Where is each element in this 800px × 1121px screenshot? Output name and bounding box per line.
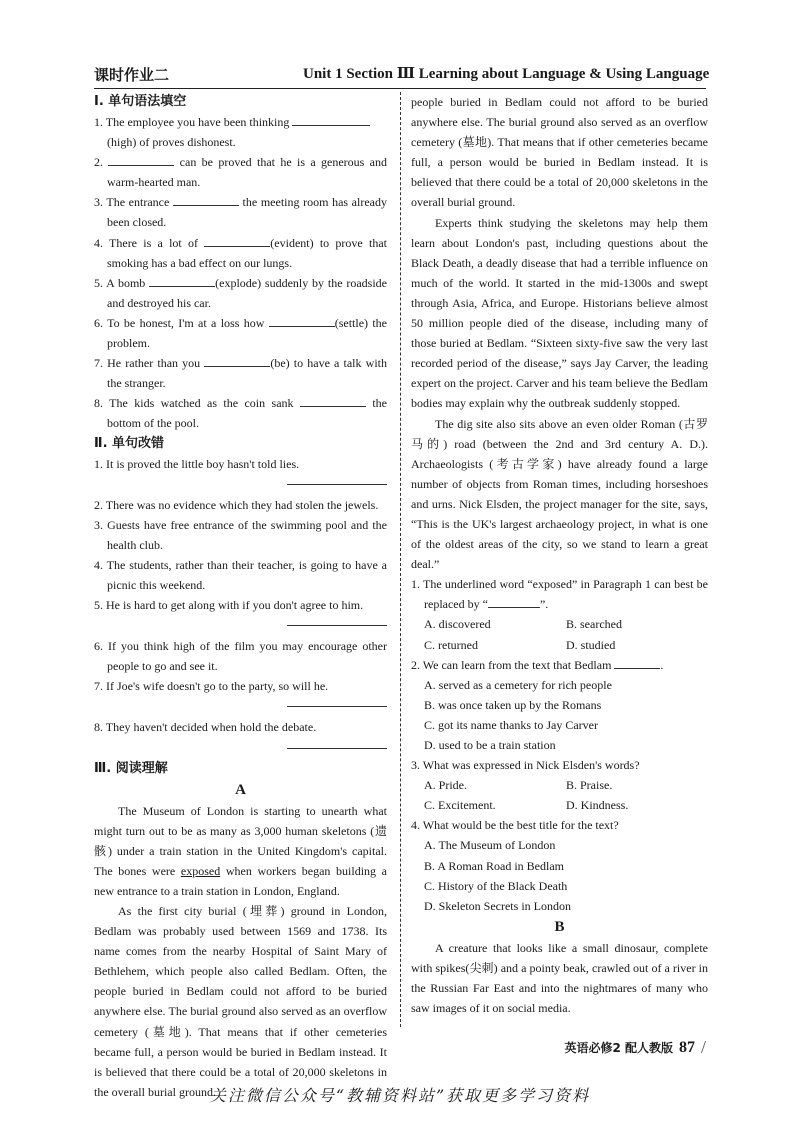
correction-item-2: 2. There was no evidence which they had stolen the jewels.	[94, 497, 379, 512]
option[interactable]: B. Praise.	[566, 778, 613, 793]
option[interactable]: C. returned	[424, 637, 478, 652]
header-lesson-label: 课时作业二	[94, 66, 170, 84]
option[interactable]: D. Skeleton Secrets in London	[424, 898, 571, 913]
page-footer	[564, 1037, 706, 1058]
passage-a-paragraph-4: The dig site also sits above an even older Roman (古罗马的) road (between the 2nd and 3rd century A. D.). Archaeologists (考古学家) have already found a large number of objects from Roman times, including horseshoes and urns. Nick Elsden, the project manager for the site, says, “This is the UK's largest archaeology project, in what is one of the oldest areas of the city, so we stand to learn a great deal.”	[411, 416, 708, 572]
passage-b-paragraph-1: A creature that looks like a small dinosaur, complete with spikes(尖刺) and a pointy beak, crawled out of a river in the Russian Far East and into the nightmares of many who saw images of it on social media.	[411, 940, 708, 1016]
grammar-item-2: 2. can be proved that he is a generous and warm-hearted man.	[94, 155, 387, 190]
answer-blank[interactable]	[204, 354, 270, 367]
correction-answer-line[interactable]	[287, 738, 387, 749]
option[interactable]: B. was once taken up by the Romans	[424, 697, 602, 712]
option[interactable]: B. A Roman Road in Bedlam	[424, 858, 564, 873]
correction-item-8: 8. They haven't decided when hold the debate.	[94, 720, 317, 735]
grammar-item-3: 3. The entrance the meeting room has already been closed.	[94, 195, 387, 230]
grammar-item-7: 7. He rather than you (be) to have a talk with the stranger.	[94, 356, 387, 391]
page-number: 87	[678, 1038, 695, 1056]
grammar-item-8: 8. The kids watched as the coin sank the bottom of the pool.	[94, 396, 387, 431]
left-column	[94, 92, 388, 1099]
correction-answer-line[interactable]	[287, 615, 387, 626]
handwritten-note: 关注微信公众号“教辅资料站”获取更多学习资料	[209, 1086, 591, 1105]
passage-a-label: A	[235, 781, 246, 798]
option[interactable]: A. The Museum of London	[424, 838, 556, 853]
header-rule	[94, 88, 706, 89]
correction-answer-line[interactable]	[287, 696, 387, 707]
slash-mark: /	[700, 1037, 706, 1057]
correction-item-5: 5. He is hard to get along with if you don't agree to him.	[94, 598, 364, 613]
question-1-options	[411, 614, 708, 634]
correction-item-3: 3. Guests have free entrance of the swimming pool and the health club.	[94, 517, 387, 552]
option[interactable]: C. History of the Black Death	[424, 878, 568, 893]
answer-blank[interactable]	[149, 274, 215, 287]
option[interactable]: B. searched	[566, 617, 622, 632]
option[interactable]: D. studied	[566, 637, 616, 652]
answer-blank[interactable]	[488, 595, 540, 608]
option[interactable]: A. served as a cemetery for rich people	[424, 677, 612, 692]
correction-answer-line[interactable]	[287, 474, 387, 485]
passage-a-paragraph-3: Experts think studying the skeletons may help them learn about London's past, including questions about the Black Death, a deadly disease that had a terrible influence on much of the world. It started in the mid-1300s and swept through Asia, Africa, and Europe. Historians believe almost 50 million people died of the disease, including many of those buried at Bedlam. “Sixteen sixty-five saw the very last recorded period of the disease,” says Jay Carver, the leading expert on the project. Carver and his team believe the Bedlam bodies may explain why the outbreak suddenly stopped.	[411, 215, 708, 411]
book-title: 英语必修2 配人教版	[564, 1041, 673, 1055]
correction-item-7: 7. If Joe's wife doesn't go to the party, so will he.	[94, 679, 329, 694]
section2-title: Ⅱ. 单句改错	[94, 435, 165, 451]
underlined-word: exposed	[180, 863, 221, 878]
section1-title: Ⅰ. 单句语法填空	[94, 94, 187, 109]
correction-item-6: 6. If you think high of the film you may encourage other people to go and see it.	[94, 639, 387, 674]
question-4: 4. What would be the best title for the text?	[411, 818, 619, 833]
answer-blank[interactable]	[300, 394, 366, 407]
answer-blank[interactable]	[292, 113, 370, 126]
grammar-item-4: 4. There is a lot of (evident) to prove that smoking has a bad effect on our lungs.	[94, 235, 387, 270]
answer-blank[interactable]	[614, 656, 660, 669]
answer-blank[interactable]	[108, 153, 174, 166]
header-unit-title: Unit 1 Section Ⅲ Learning about Language & Using Language	[303, 66, 710, 82]
column-divider	[400, 92, 401, 1027]
option[interactable]: A. Pride.	[424, 778, 467, 793]
grammar-item-6: 6. To be honest, I'm at a loss how (settle) the problem.	[94, 315, 388, 351]
answer-blank[interactable]	[173, 193, 239, 206]
grammar-item-5: 5. A bomb (explode) suddenly by the roadside and destroyed his car.	[94, 275, 387, 310]
passage-b-label: B	[554, 918, 565, 935]
question-2: 2. We can learn from the text that Bedlam .	[411, 657, 664, 672]
answer-blank[interactable]	[269, 314, 335, 327]
option[interactable]: C. Excitement.	[424, 798, 496, 813]
option[interactable]: D. Kindness.	[566, 798, 629, 813]
correction-item-4: 4. The students, rather than their teacher, is going to have a picnic this weekend.	[94, 557, 387, 592]
right-column	[411, 92, 708, 1018]
grammar-item-1: 1. The employee you have been thinking (high) of proves dishonest.	[94, 112, 387, 152]
answer-blank[interactable]	[204, 234, 270, 247]
option[interactable]: C. got its name thanks to Jay Carver	[424, 717, 598, 732]
section3-title: Ⅲ. 阅读理解	[94, 760, 168, 776]
option[interactable]: D. used to be a train station	[424, 738, 556, 752]
question-1: 1. The underlined word “exposed” in Paragraph 1 can best be replaced by “ ”.	[411, 577, 708, 612]
question-3: 3. What was expressed in Nick Elsden's words?	[411, 758, 640, 773]
passage-a-paragraph-1: The Museum of London is starting to unearth what might turn out to be as many as 3,000 human skeletons (遗骸) under a train station in the United Kingdom's capital. The bones were exposed when workers began building a new entrance to a train station in London, England.	[94, 803, 387, 898]
option[interactable]: A. discovered	[424, 617, 491, 632]
passage-a-paragraph-2-cont: people buried in Bedlam could not afford to be buried anywhere else. The burial ground also served as an overflow cemetery (墓地). That means that if other cemeteries became full, a person would be buried in Bedlam instead. It is believed that there could be a total of 20,000 skeletons in the overall burial ground.	[411, 95, 708, 210]
passage-a-paragraph-2: As the first city burial (埋葬) ground in London, Bedlam was probably used between 1569 and 1738. Its name comes from the nearby Hospital of Saint Mary of Bethlehem, which people also called Bedlam. Often, the people buried in Bedlam could not afford to be buried anywhere else. The burial ground also served as an overflow cemetery (墓地). That means that if other cemeteries became full, a person would be buried in Bedlam instead. It is believed that there could be a total of 20,000 skeletons in the overall burial ground.	[94, 904, 387, 1099]
correction-item-1: 1. It is proved the little boy hasn't told lies.	[94, 456, 300, 471]
